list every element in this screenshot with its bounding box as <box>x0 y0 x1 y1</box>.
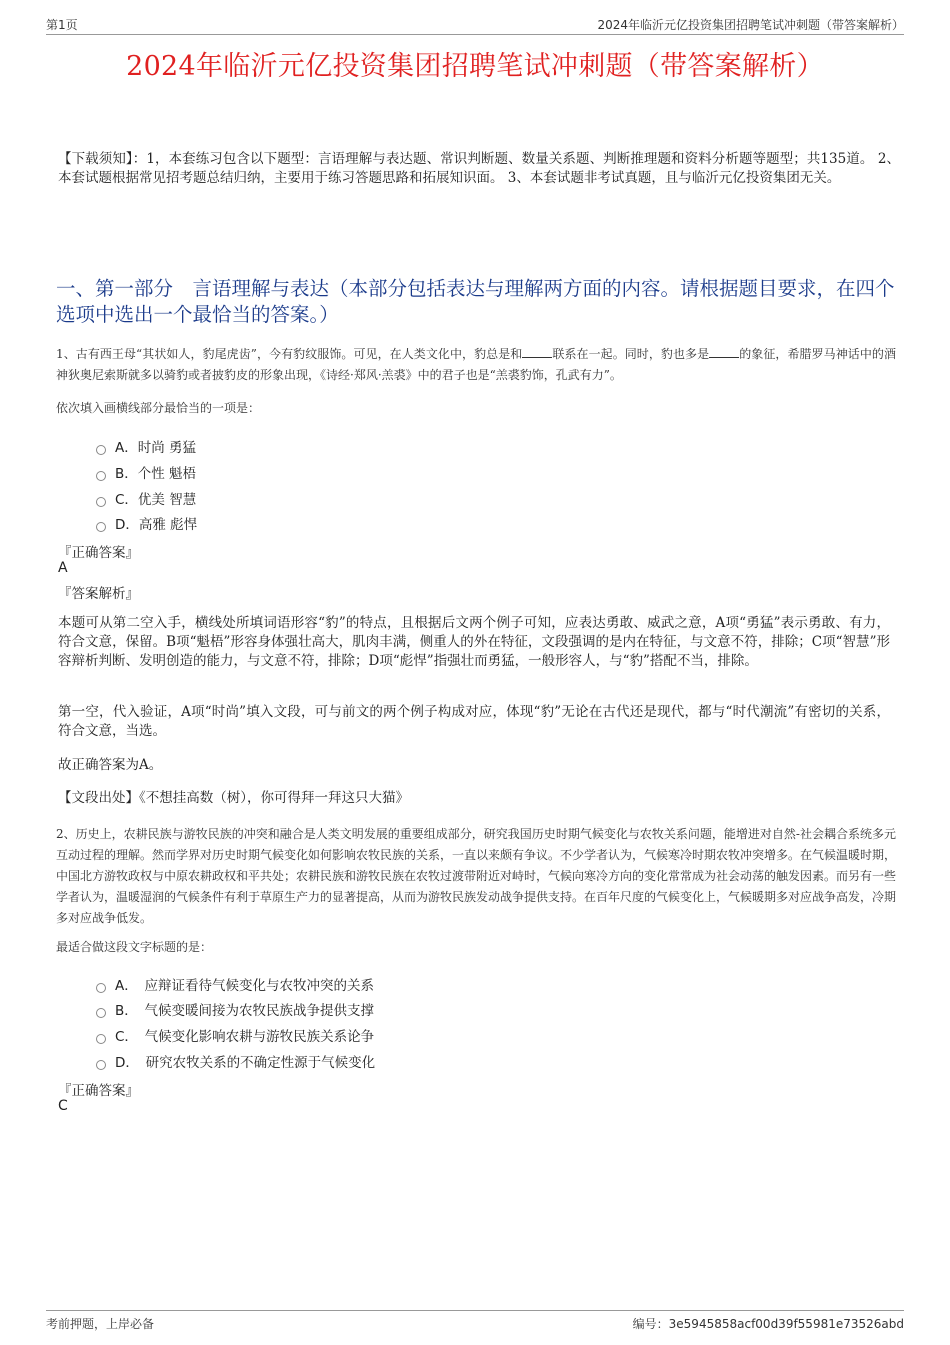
q1-analysis-paragraph-2: 第一空，代入验证，A项“时尚”填入文段，可与前文的两个例子构成对应，体现“豹”无论在古代还是现代，都与“时代潮流”有密切的关系，符合文意，当选。 <box>58 704 890 739</box>
q1-option-b[interactable]: B．个性 魁梧 <box>96 462 196 482</box>
q1-option-a[interactable]: A．时尚 勇猛 <box>96 436 196 456</box>
question-2-prompt: 最适合做这段文字标题的是： <box>56 940 213 954</box>
q1-source: 【文段出处】《不想挂高数（树），你可得拜一拜这只大猫》 <box>58 790 409 806</box>
q1-answer-label: 『正确答案』 <box>58 545 139 561</box>
q1-option-d[interactable]: D．高雅 彪悍 <box>96 513 197 533</box>
radio-icon[interactable] <box>96 1060 106 1070</box>
page-footer <box>46 1310 904 1333</box>
section-heading: 一、第一部分 言语理解与表达（本部分包括表达与理解两方面的内容。请根据题目要求，在四个选项中选出一个最恰当的答案。） <box>56 277 895 326</box>
radio-icon[interactable] <box>96 983 106 993</box>
radio-icon[interactable] <box>96 1034 106 1044</box>
header-doc-title: 2024年临沂元亿投资集团招聘笔试冲刺题（带答案解析） <box>597 18 904 32</box>
radio-icon[interactable] <box>96 497 106 507</box>
radio-icon[interactable] <box>96 522 106 532</box>
answer-blank <box>522 347 552 358</box>
page-header <box>46 14 904 35</box>
question-1-prompt: 依次填入画横线部分最恰当的一项是： <box>56 401 261 415</box>
question-2-stem: 2、历史上，农耕民族与游牧民族的冲突和融合是人类文明发展的重要组成部分，研究我国历史时期气候变化与农牧关系问题，能增进对自然-社会耦合系统多元互动过程的理解。然而学界对历史时期气候变化如何影响农牧民族的关系，一直以来颇有争议。不少学者认为，气候寒冷时期农牧冲突增多。在气候温暖时期，中国北方游牧政权与中原农耕政权和平共处；农耕民族和游牧民族在农牧过渡带附近对峙时，气候向寒冷方向的变化常常成为社会动荡的触发因素。而另有一些学者认为，温暖湿润的气候条件有利于草原生产力的显著提高，从而为游牧民族发动战争提供支持。在百年尺度的气候变化上，气候暖期多对应战争高发，冷期多对应战争低发。 <box>56 827 897 925</box>
document-title: 2024年临沂元亿投资集团招聘笔试冲刺题（带答案解析） <box>126 51 824 82</box>
radio-icon[interactable] <box>96 1008 106 1018</box>
question-1-stem: 1、古有西王母“其状如人，豹尾虎齿”，今有豹纹服饰。可见，在人类文化中，豹总是和 联系在一起。同时，豹也多是 的象征，希腊罗马神话中的酒神狄奥尼索斯就多以骑豹或者披豹皮的形象出现，《诗经·郑风·羔裘》中的君子也是“羔裘豹饰，孔武有力”。 <box>56 347 896 382</box>
page-number: 第1页 <box>46 18 78 32</box>
q2-option-c[interactable]: C． 气候变化影响农耕与游牧民族关系论争 <box>96 1025 374 1045</box>
q2-option-b[interactable]: B． 气候变暖间接为农牧民族战争提供支撑 <box>96 999 374 1019</box>
q1-conclusion: 故正确答案为A。 <box>58 757 163 773</box>
radio-icon[interactable] <box>96 471 106 481</box>
q2-answer: C <box>58 1098 68 1114</box>
q1-answer: A <box>58 560 68 576</box>
q2-option-a[interactable]: A． 应辩证看待气候变化与农牧冲突的关系 <box>96 974 374 994</box>
download-notice: 【下载须知】：1，本套练习包含以下题型：言语理解与表达题、常识判断题、数量关系题、判断推理题和资料分析题等题型；共135道。 2、本套试题根据常见招考题总结归纳，主要用于练习答题思路和拓展知识面。 3、本套试题非考试真题，且与临沂元亿投资集团无关。 <box>58 151 900 186</box>
q1-analysis-paragraph-1: 本题可从第二空入手，横线处所填词语形容“豹”的特点，且根据后文两个例子可知，应表达勇敢、威武之意，A项“勇猛”表示勇敢、有力，符合文意，保留。B项“魁梧”形容身体强壮高大，肌肉丰满，侧重人的外在特征，文段强调的是内在特征，与文意不符，排除；C项“智慧”形容辩析判断、发明创造的能力，与文意不符，排除；D项“彪悍”指强壮而勇猛，一般形容人，与“豹”搭配不当，排除。 <box>58 615 890 669</box>
footer-slogan: 考前押题，上岸必备 <box>46 1317 155 1331</box>
q1-option-c[interactable]: C．优美 智慧 <box>96 488 196 508</box>
answer-blank <box>709 347 739 358</box>
q2-option-d[interactable]: D． 研究农牧关系的不确定性源于气候变化 <box>96 1051 375 1071</box>
radio-icon[interactable] <box>96 445 106 455</box>
q2-answer-label: 『正确答案』 <box>58 1083 139 1099</box>
q1-analysis-label: 『答案解析』 <box>58 586 139 602</box>
footer-document-id: 编号：3e5945858acf00d39f55981e73526abd <box>632 1317 904 1331</box>
